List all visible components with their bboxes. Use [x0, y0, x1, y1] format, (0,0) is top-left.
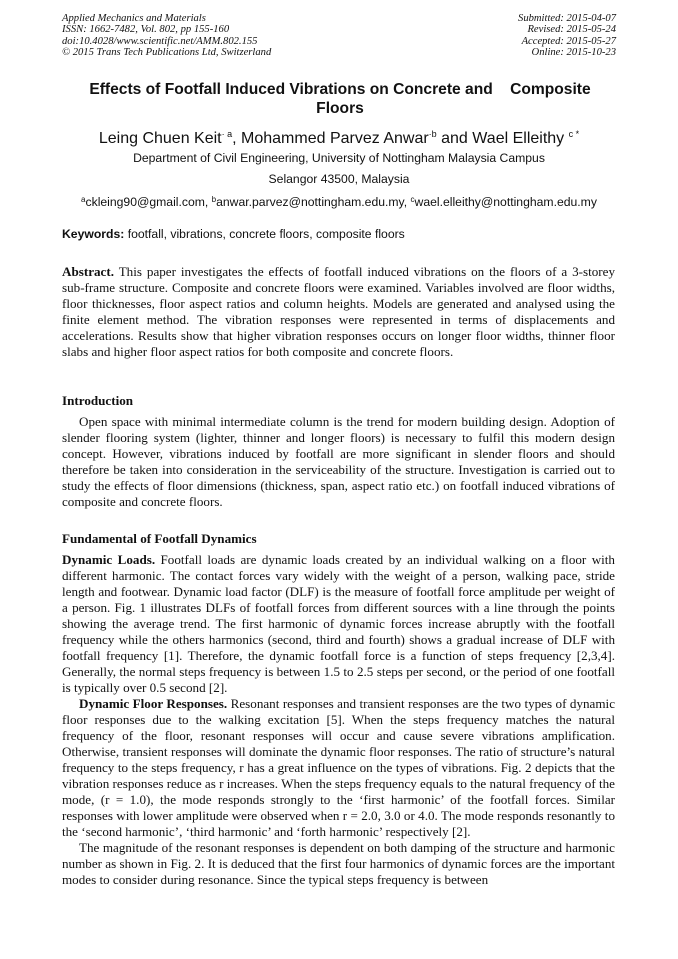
- keywords: [62, 227, 405, 241]
- journal-doi[interactable]: doi:10.4028/www.scientific.net/AMM.802.155: [62, 35, 258, 47]
- magnitude-paragraph: The magnitude of the resonant responses is dependent on both damping of the structure and harmonic number as shown in Fig. 2. It is deduced that the first four harmonics of dynamic forces are the important modes to consider during resonance. Since the typical steps frequency is between: [62, 840, 615, 887]
- journal-name: Applied Mechanics and Materials: [62, 13, 206, 24]
- journal-info: [62, 13, 271, 59]
- floor-responses-text: Resonant responses and transient responses are the two types of dynamic floor responses due to the walking excitation [5]. When the steps frequency matches the natural frequency of the floor, resonant responses will occur and cause severe vibrations amplification. Otherwise, transient responses will dominate the dynamic floor responses. The ratio of structure’s natural frequency to the steps frequency, r has a great influence on the types of vibrations. Fig. 2 depicts that the vibration responses reduce as r increases. When the steps frequency equals to the natural frequency of the mode, (r = 1.0), the mode responds strongly to the ‘first harmonic’ of the footfall forces. Similar responses with lower amplitude were observed when r = 2.0, 3.0 or 4.0. The mode responds resonantly to the ‘second harmonic’, ‘third harmonic’ and ‘forth harmonic’ respectively [2].: [62, 696, 616, 839]
- author-emails: [62, 193, 616, 209]
- introduction-paragraph: Open space with minimal intermediate column is the trend for modern building design. Adoption of slender flooring system (lighter, thinner and longer floors) is necessary to fulfil this modern design concept. However, vibrations induced by footfall are more significant in slender floors and should therefore be taken into consideration in the serviceability of the structure. Investigation is carried out to study the effects of floor dimensions (thickness, span, aspect ratio etc.) on footfall induced vibrations of composite and concrete floors.: [62, 414, 615, 509]
- email-link[interactable]: wael.elleithy@nottingham.edu.my: [414, 195, 597, 209]
- fundamentals-body: [62, 552, 615, 888]
- email-mark: b: [211, 195, 217, 204]
- accepted-date: Accepted: 2015-05-27: [521, 35, 616, 47]
- paper-title: [70, 80, 610, 118]
- author-separator: ,: [232, 130, 242, 147]
- email-link[interactable]: ckleing90@gmail.com,: [85, 195, 212, 209]
- keywords-label: Keywords:: [62, 227, 125, 241]
- section-heading-introduction: Introduction: [62, 393, 134, 408]
- abstract-label: Abstract.: [62, 264, 114, 279]
- dynamic-loads-text: Footfall loads are dynamic loads created by an individual walking on a floor with different harmonic. The contact forces vary widely with the weight of a person, walking pace, stride length and footwear. Dynamic load factor (DLF) is the measure of footfall force amplitude per weight of a person. Fig. 1 illustrates DLFs of footfall forces from different sources with a line through the points showing the average trend. The first harmonic of dynamic forces increase abruptly with the footfall frequency while the others harmonics (second, third and fourth) shows a gradual increase of DLF with footfall frequency [1]. Therefore, the dynamic footfall force is a function of steps frequency [2,3,4]. Generally, the normal steps frequency is between 1.5 to 2.5 steps per second, or the period of one footfall is typically over 0.5 second [2].: [62, 552, 615, 695]
- author-separator: and: [436, 130, 473, 147]
- floor-responses-label: Dynamic Floor Responses.: [79, 696, 228, 711]
- author-list: [62, 124, 616, 149]
- online-date: Online: 2015-10-23: [531, 47, 616, 59]
- author-affiliation-mark: · a: [221, 129, 233, 139]
- email-mark: c: [410, 195, 415, 204]
- author-affiliation-mark: c *: [568, 129, 580, 139]
- email-mark: a: [81, 195, 86, 204]
- floor-responses-paragraph: [62, 696, 615, 840]
- submitted-date: Submitted: 2015-04-07: [518, 13, 616, 24]
- revised-date: Revised: 2015-05-24: [527, 24, 616, 36]
- affiliation-location: Selangor 43500, Malaysia: [268, 172, 410, 186]
- abstract-text: This paper investigates the effects of footfall induced vibrations on the floors of a 3-storey sub-frame structure. Composite and concrete floors were examined. Variables involved are floor widths, floor thicknesses, floor aspect ratios and column heights. Models are generated and analysed using the finite element method. The vibration responses were represented in terms of displacements and accelerations. Results show that higher vibration responses occurs on longer floor widths, thinner floor slabs and higher floor aspect ratios for both composite and concrete floors.: [62, 264, 615, 359]
- title-line-1: Effects of Footfall Induced Vibrations on Concrete and Composite: [89, 81, 591, 98]
- dynamic-loads-paragraph: [62, 552, 615, 696]
- author-name: Mohammed Parvez Anwar: [241, 130, 429, 147]
- author-name: Wael Elleithy: [472, 130, 569, 147]
- author-name: Leing Chuen Keit: [98, 130, 222, 147]
- author-affiliation-mark: ·b: [428, 129, 437, 139]
- section-heading-fundamentals: Fundamental of Footfall Dynamics: [62, 531, 257, 546]
- title-line-2: Floors: [316, 100, 364, 117]
- dynamic-loads-label: Dynamic Loads.: [62, 552, 156, 567]
- abstract: [62, 264, 615, 360]
- journal-issn: ISSN: 1662-7482, Vol. 802, pp 155-160: [62, 24, 230, 36]
- keywords-list: footfall, vibrations, concrete floors, composite floors: [124, 227, 405, 241]
- introduction-body: [62, 414, 615, 510]
- publication-dates: [518, 13, 616, 59]
- affiliation-department: Department of Civil Engineering, University of Nottingham Malaysia Campus: [133, 151, 545, 165]
- journal-copyright: © 2015 Trans Tech Publications Ltd, Switzerland: [62, 47, 272, 59]
- email-link[interactable]: anwar.parvez@nottingham.edu.my,: [216, 195, 411, 209]
